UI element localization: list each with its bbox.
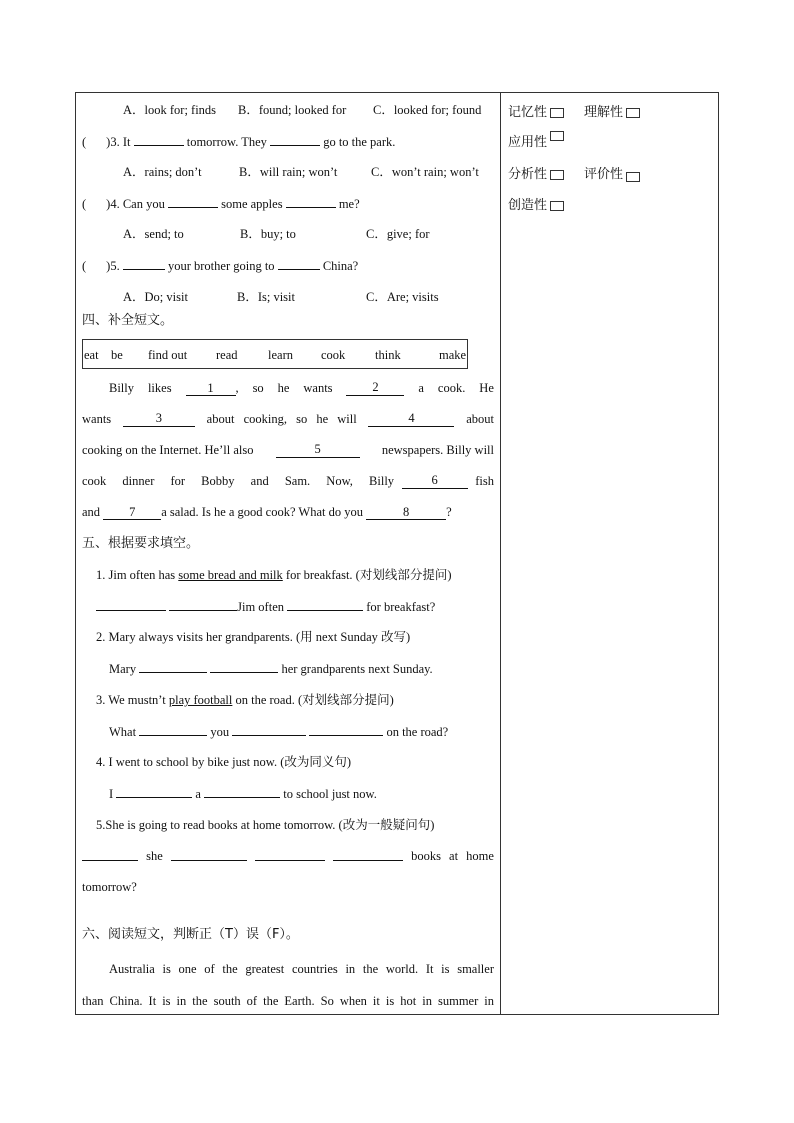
passage-text: about bbox=[466, 412, 494, 426]
passage-word: Billy bbox=[109, 381, 135, 395]
passage-word: wants bbox=[303, 381, 333, 395]
word-box-item: be bbox=[111, 348, 123, 362]
q5-option-a: A．Do; visit bbox=[123, 290, 188, 304]
s5-q1-blank-3[interactable] bbox=[287, 598, 363, 611]
side-application bbox=[508, 131, 564, 150]
passage-text: cooking on the Internet. He’ll also bbox=[82, 443, 254, 457]
passage-word: so bbox=[252, 381, 264, 395]
column-divider bbox=[500, 92, 501, 1015]
side-analysis bbox=[508, 163, 564, 182]
evaluation-checkbox[interactable] bbox=[626, 172, 640, 182]
q4-stem: )4. Can you bbox=[106, 197, 165, 211]
passage-text: and bbox=[82, 505, 101, 519]
s5-q5-blank-4[interactable] bbox=[333, 848, 403, 861]
q3-question bbox=[82, 133, 395, 150]
side-creation-label: 创造性 bbox=[508, 198, 548, 213]
side-memory bbox=[508, 101, 564, 120]
side-evaluation bbox=[584, 163, 640, 182]
q3-option-a: A．rains; don’t bbox=[123, 165, 202, 179]
passage-text: about cooking, so he will bbox=[206, 412, 357, 426]
word-box-item: think bbox=[375, 348, 401, 362]
word-box-item: make bbox=[439, 348, 467, 362]
passage-text: ? bbox=[446, 505, 452, 519]
passage-word: a bbox=[418, 381, 424, 395]
q4-end: me? bbox=[338, 197, 360, 211]
q3-blank-2[interactable] bbox=[270, 133, 320, 146]
creation-checkbox[interactable] bbox=[550, 201, 564, 211]
s5-q4-answer bbox=[109, 785, 377, 802]
passage-blank-2[interactable]: 2 bbox=[346, 380, 404, 396]
s5-q5-blank-3[interactable] bbox=[255, 848, 325, 861]
s5-q1-blank-2[interactable] bbox=[169, 598, 237, 611]
q3-mid: tomorrow. They bbox=[186, 135, 267, 149]
side-understanding bbox=[584, 101, 640, 120]
s5-q1-text: 1. Jim often has bbox=[96, 568, 179, 582]
s5-q4-answer-end: to school just now. bbox=[283, 787, 377, 801]
passage-blank-3[interactable]: 3 bbox=[123, 411, 195, 427]
q4-option-a: A．send; to bbox=[123, 227, 184, 241]
q3-end: go to the park. bbox=[323, 135, 396, 149]
passage-text: newspapers. Billy will bbox=[381, 443, 494, 457]
analysis-checkbox[interactable] bbox=[550, 170, 564, 180]
side-creation bbox=[508, 194, 564, 213]
side-memory-label: 记忆性 bbox=[508, 105, 548, 120]
s5-q5-answer bbox=[82, 848, 494, 864]
side-evaluation-label: 评价性 bbox=[584, 167, 624, 182]
section-5-title: 五、根据要求填空。 bbox=[82, 536, 200, 551]
q2-option-a: A．look for; finds bbox=[123, 103, 217, 117]
s5-q3-text: 3. We mustn’t bbox=[96, 693, 169, 707]
q3-option-b: B．will rain; won’t bbox=[239, 165, 338, 179]
s5-q3-blank-3[interactable] bbox=[309, 723, 383, 736]
q5-mid: your brother going to bbox=[167, 259, 275, 273]
s5-q2-answer-start: Mary bbox=[109, 662, 137, 676]
q3-paren-open: ( bbox=[82, 135, 87, 149]
passage-text: cook dinner for Bobby and Sam. Now, Billy bbox=[82, 474, 395, 488]
passage-blank-group bbox=[186, 380, 239, 396]
s5-q1-instruction: for breakfast. (对划线部分提问) bbox=[282, 568, 452, 582]
word-box-item: learn bbox=[268, 348, 293, 362]
passage-word: , bbox=[235, 381, 239, 395]
word-box-item: find out bbox=[148, 348, 188, 362]
reading-line-2: than China. It is in the south of the Earth. So when it is hot in summer in bbox=[82, 994, 494, 1008]
passage-blank-4[interactable]: 4 bbox=[368, 411, 454, 427]
s5-q5-blank-1[interactable] bbox=[82, 848, 138, 861]
passage-blank-7[interactable]: 7 bbox=[103, 505, 161, 520]
s5-q4-blank-2[interactable] bbox=[204, 785, 280, 798]
s5-q3-blank-1[interactable] bbox=[139, 723, 207, 736]
q2-option-c: C．looked for; found bbox=[373, 103, 482, 117]
s5-q3-underlined: play football bbox=[168, 693, 233, 707]
q3-stem: )3. It bbox=[106, 135, 131, 149]
s5-q4: 4. I went to school by bike just now. (改为同义句) bbox=[96, 755, 352, 769]
s5-q1-answer bbox=[96, 598, 435, 615]
q4-option-b: B．buy; to bbox=[240, 227, 296, 241]
word-box-item: eat bbox=[84, 348, 99, 362]
s5-q3 bbox=[96, 692, 394, 708]
s5-q5-answer-word: home bbox=[466, 849, 494, 863]
word-box-item: cook bbox=[321, 348, 346, 362]
s5-q5: 5.She is going to read books at home tomorrow. (改为一般疑问句) bbox=[96, 818, 435, 832]
passage-blank-5[interactable]: 5 bbox=[276, 442, 360, 458]
s5-q4-blank-1[interactable] bbox=[116, 785, 192, 798]
q2-option-b: B．found; looked for bbox=[238, 103, 347, 117]
understanding-checkbox[interactable] bbox=[626, 108, 640, 118]
memory-checkbox[interactable] bbox=[550, 108, 564, 118]
s5-q5-answer-word: at bbox=[449, 849, 459, 863]
passage-word: he bbox=[277, 381, 290, 395]
passage-line-3 bbox=[82, 442, 494, 458]
passage-blank-1[interactable]: 1 bbox=[186, 381, 236, 396]
side-application-label: 应用性 bbox=[508, 135, 548, 150]
passage-word: likes bbox=[147, 381, 172, 395]
s5-q2-blank-1[interactable] bbox=[139, 660, 207, 673]
s5-q3-answer bbox=[109, 723, 448, 740]
s5-q1-underlined: some bread and milk bbox=[178, 568, 283, 582]
section-6-title: 六、阅读短文，判断正（T）误（F）。 bbox=[82, 927, 299, 942]
s5-q3-answer-mid: you bbox=[210, 725, 230, 739]
passage-blank-8[interactable]: 8 bbox=[366, 505, 446, 520]
passage-text: fish bbox=[475, 474, 494, 488]
s5-q4-answer-mid: a bbox=[195, 787, 201, 801]
q5-end: China? bbox=[322, 259, 359, 273]
q4-blank-1[interactable] bbox=[168, 195, 218, 208]
passage-word: He bbox=[479, 381, 494, 395]
passage-line-5 bbox=[82, 504, 452, 520]
passage-word: cook. bbox=[437, 381, 466, 395]
q4-mid: some apples bbox=[221, 197, 283, 211]
word-box bbox=[82, 339, 468, 369]
q5-blank-2[interactable] bbox=[278, 257, 320, 270]
application-checkbox[interactable] bbox=[550, 131, 564, 141]
s5-q5-blank-2[interactable] bbox=[171, 848, 247, 861]
q5-stem: )5. bbox=[106, 259, 120, 273]
passage-blank-6[interactable]: 6 bbox=[402, 473, 468, 489]
side-analysis-label: 分析性 bbox=[508, 167, 548, 182]
word-box-item: read bbox=[216, 348, 238, 362]
passage-text: wants bbox=[82, 412, 112, 426]
s5-q1-blank-1[interactable] bbox=[96, 598, 166, 611]
passage-line-4 bbox=[82, 473, 494, 489]
q5-option-c: C．Are; visits bbox=[366, 290, 439, 304]
passage-line-1 bbox=[109, 380, 494, 396]
section-4-title: 四、补全短文。 bbox=[82, 313, 174, 328]
s5-q5-answer-end: tomorrow? bbox=[82, 880, 137, 894]
s5-q5-answer-mid: she bbox=[146, 849, 163, 863]
q4-blank-2[interactable] bbox=[286, 195, 336, 208]
s5-q2: 2. Mary always visits her grandparents. (用 next Sunday 改写) bbox=[96, 630, 411, 644]
s5-q1 bbox=[96, 567, 452, 583]
q5-paren-open: ( bbox=[82, 259, 87, 273]
s5-q3-answer-end: on the road? bbox=[386, 725, 449, 739]
q3-option-c: C．won’t rain; won’t bbox=[371, 165, 479, 179]
q3-blank-1[interactable] bbox=[134, 133, 184, 146]
s5-q1-answer-end: for breakfast? bbox=[366, 600, 436, 614]
q4-paren-open: ( bbox=[82, 197, 87, 211]
passage-line-2 bbox=[82, 411, 494, 427]
side-understanding-label: 理解性 bbox=[584, 105, 624, 120]
s5-q2-answer bbox=[109, 660, 433, 677]
s5-q3-instruction: on the road. (对划线部分提问) bbox=[232, 693, 394, 707]
q4-option-c: C．give; for bbox=[366, 227, 430, 241]
s5-q3-blank-2[interactable] bbox=[232, 723, 306, 736]
q4-question bbox=[82, 195, 360, 212]
q5-blank-1[interactable] bbox=[123, 257, 165, 270]
s5-q5-answer-word: books bbox=[411, 849, 441, 863]
q5-question bbox=[82, 257, 358, 274]
s5-q4-answer-start: I bbox=[109, 787, 114, 801]
passage-text: a salad. Is he a good cook? What do you bbox=[161, 505, 363, 519]
s5-q2-blank-2[interactable] bbox=[210, 660, 278, 673]
q5-option-b: B．Is; visit bbox=[237, 290, 295, 304]
s5-q2-answer-end: her grandparents next Sunday. bbox=[281, 662, 433, 676]
s5-q3-answer-start: What bbox=[109, 725, 137, 739]
s5-q1-answer-mid: Jim often bbox=[237, 600, 284, 614]
reading-line-1: Australia is one of the greatest countries in the world. It is smaller bbox=[109, 962, 494, 976]
